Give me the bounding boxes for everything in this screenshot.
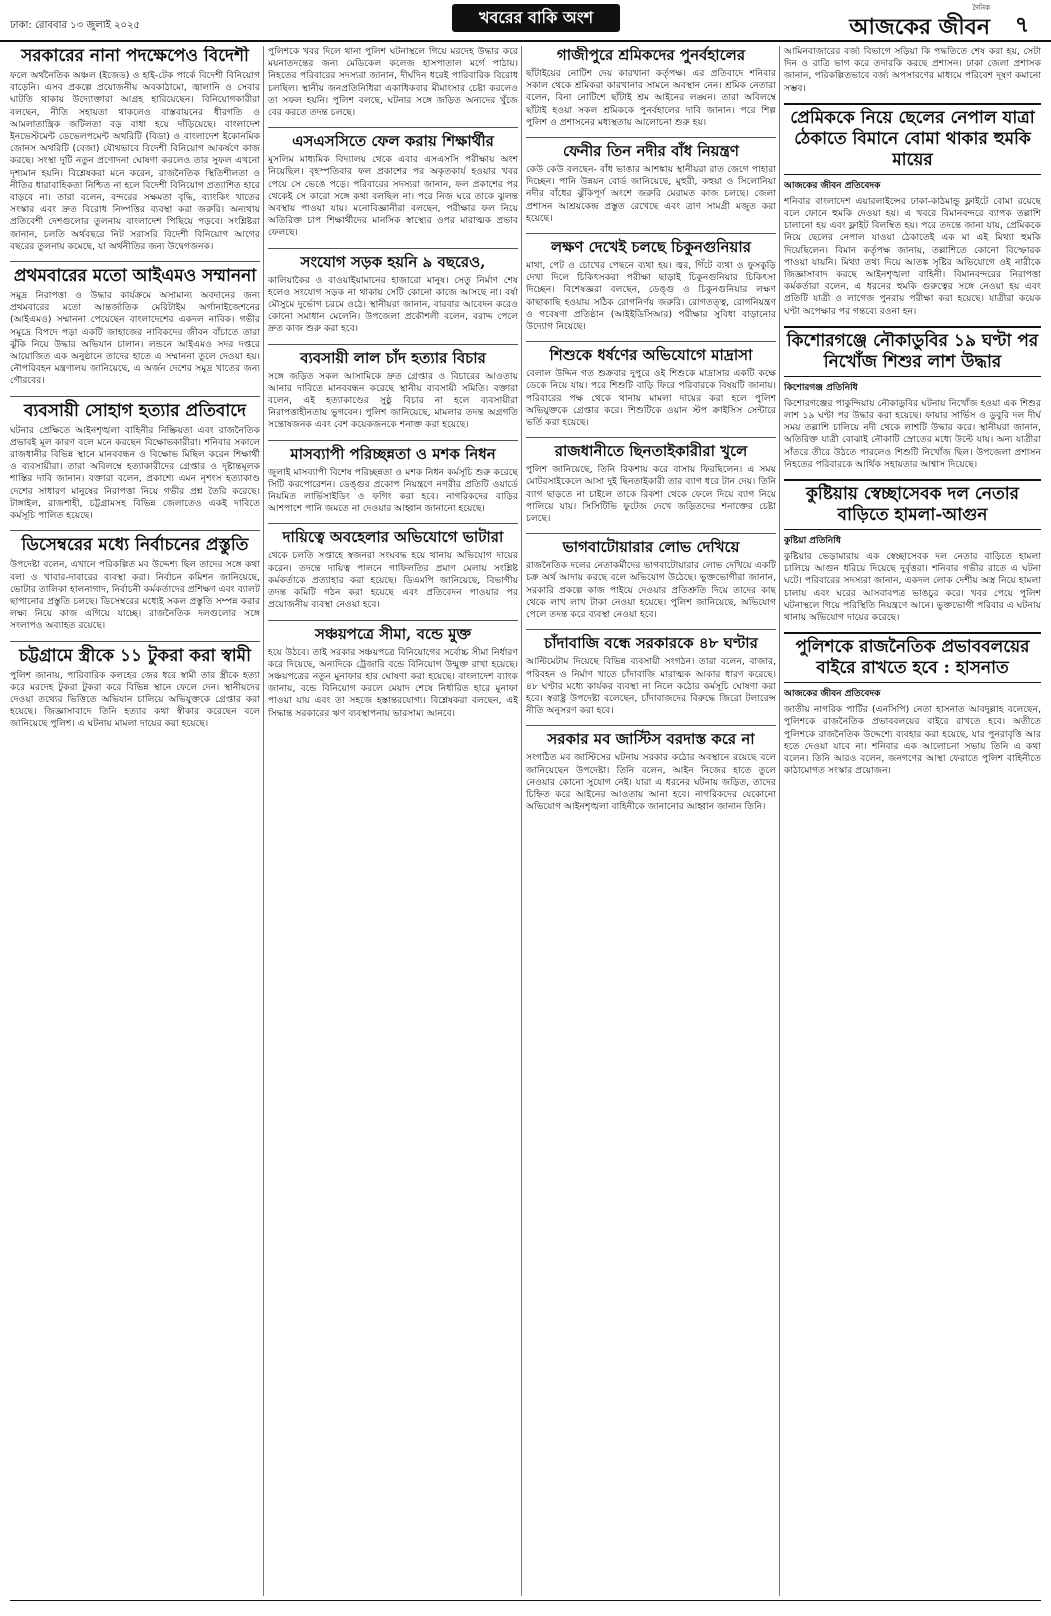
story-body: কিশোরগঞ্জের পাকুন্দিয়ায় নৌকাডুবির ঘটনায় নিখোঁজ হওয়া এক শিশুর লাশ ১৯ ঘণ্টা পর উদ্ধার করা হয়েছে। ফায়ার সার্ভিস ও ডুবুরি দল দীর্ঘ সময় তল্লাশি চালিয়ে নদী থেকে লাশটি উদ্ধার করে। স্থানীয়রা জানান, অতিরিক্ত যাত্রী বোঝাই নৌকাটি স্রোতের মধ্যে উল্টে যায়। অন্য যাত্রীরা সাঁতরে তীরে উঠতে পারলেও শিশুটি নিখোঁজ ছিল। উপজেলা প্রশাসন নিহতের পরিবারকে আর্থিক সহায়তার আশ্বাস দিয়েছে। (784, 397, 1041, 470)
story-savings-bond (268, 625, 518, 720)
headline: ভাগবাটোয়ারার লোভ দেখিয়ে (562, 538, 740, 557)
divider (268, 620, 518, 621)
story-body: মুসলিম মাধ্যমিক বিদ্যালয় থেকে এবার এসএসসি পরীক্ষায় অংশ নিয়েছিল। বৃহস্পতিবার ফল প্রকাশের পর অকৃতকার্য হওয়ার খবর পেয়ে সে ভেঙে পড়ে। পরিবারের সদস্যরা জানান, ফল প্রকাশের পর থেকেই সে কারো সঙ্গে কথা বলছিল না। পরে নিজ ঘরে তাকে ঝুলন্ত অবস্থায় পাওয়া যায়। মনোবিজ্ঞানীরা বলছেন, পরীক্ষার ফল নিয়ে অতিরিক্ত চাপ শিক্ষার্থীদের মানসিক স্বাস্থ্যের ওপর মারাত্মক প্রভাব ফেলছে। (268, 154, 518, 239)
brand-subtitle: দৈনিক (972, 4, 990, 12)
divider (526, 725, 776, 726)
headline: ফেনীর তিন নদীর বাঁধ নিয়ন্ত্রণ (563, 142, 739, 161)
story-body: বেলাল উদ্দিন গত শুক্রবার দুপুরে ওই শিশুকে মাদ্রাসার একটি কক্ষে ডেকে নিয়ে যায়। পরে শিশুটি বাড়ি ফিরে পরিবারকে বিষয়টি জানায়। পরিবারের পক্ষ থেকে থানায় মামলা দায়ের করা হলে পুলিশ অভিযুক্তকে গ্রেপ্তার করে। শিশুটিকে ওয়ান স্টপ ক্রাইসিস সেন্টারে ভর্তি করা হয়েছে। (526, 368, 776, 429)
story-police-politics (784, 632, 1041, 777)
story-body: কুষ্টিয়ার ভেড়ামারায় এক স্বেচ্ছাসেবক দল নেতার বাড়িতে হামলা চালিয়ে আগুন ধরিয়ে দিয়েছে দুর্বৃত্তরা। শনিবার গভীর রাতে এ ঘটনা ঘটে। পরিবারের সদস্যরা জানান, একদল লোক দেশীয় অস্ত্র নিয়ে হামলা চালায় এবং ঘরের আসবাবপত্র ভাঙচুর করে। খবর পেয়ে পুলিশ ঘটনাস্থলে গিয়ে পরিস্থিতি নিয়ন্ত্রণে আনে। ভুক্তভোগী পরিবার এ ঘটনায় থানায় অভিযোগ দায়ের করেছে। (784, 551, 1041, 624)
headline: চাঁদাবাজি বন্ধে সরকারকে ৪৮ ঘণ্টার (544, 634, 758, 653)
story-bhatara (268, 528, 518, 611)
footer-rule (10, 1600, 1041, 1601)
headline: লক্ষণ দেখেই চলছে চিকুনগুনিয়ার (551, 238, 751, 257)
story-share-lure (526, 538, 776, 621)
story-body: পুলিশ জানায়, পারিবারিক কলহের জের ধরে স্বামী তার স্ত্রীকে হত্যা করে মরদেহ টুকরা টুকরা করে বিভিন্ন স্থানে ফেলে দেন। স্থানীয়দের দেওয়া তথ্যের ভিত্তিতে অভিযান চালিয়ে অভিযুক্তকে গ্রেপ্তার করা হয়েছে। জিজ্ঞাসাবাদে তিনি হত্যার কথা স্বীকার করেছেন বলে জানিয়েছে পুলিশ। এ ঘটনায় মামলা দায়ের করা হয়েছে। (10, 669, 260, 730)
story-body: ছাঁটাইয়ের নোটিশ দেয় কারখানা কর্তৃপক্ষ। এর প্রতিবাদে শনিবার সকাল থেকে শ্রমিকরা কারখানার সামনে অবস্থান নেন। শ্রমিক নেতারা বলেন, বিনা নোটিশে ছাঁটাই শ্রম আইনের লঙ্ঘন। তারা অবিলম্বে ছাঁটাই হওয়া সকল শ্রমিককে পুনর্বহালের দাবি জানান। পরে শিল্প পুলিশ ও প্রশাসনের মধ্যস্থতায় আলোচনা শুরু হয়। (526, 68, 776, 128)
story-kishoreganj-boat (784, 326, 1041, 471)
divider (10, 396, 260, 397)
headline: পুলিশকে রাজনৈতিক প্রভাববলয়ের বাইরে রাখতে হবে : হাসনাত (784, 632, 1041, 683)
story-body: আল্টিমেটাম দিয়েছে বিভিন্ন ব্যবসায়ী সংগঠন। তারা বলেন, বাজার, পরিবহন ও নির্মাণ খাতে চাঁদাবাজি মারাত্মক আকার ধারণ করেছে। ৪৮ ঘণ্টার মধ্যে কার্যকর ব্যবস্থা না নিলে কঠোর কর্মসূচি ঘোষণা করা হবে। স্বরাষ্ট্র উপদেষ্টা বলেছেন, চাঁদাবাজদের বিরুদ্ধে জিরো টলারেন্স নীতি অনুসরণ করা হবে। (526, 656, 776, 717)
story-lal-chand (268, 349, 518, 432)
issue-date: ঢাকা: রোববার ১৩ জুলাই ২০২৫ (10, 20, 141, 31)
story-body: জাতীয় নাগরিক পার্টির (এনসিপি) নেতা হাসনাত আবদুল্লাহ বলেছেন, পুলিশকে রাজনৈতিক প্রভাববলয়ের বাইরে রাখতে হবে। অতীতে পুলিশকে রাজনৈতিক উদ্দেশ্যে ব্যবহার করা হয়েছে, যার পুনরাবৃত্তি আর হতে দেওয়া যাবে না। শনিবার এক আলোচনা সভায় তিনি এ কথা বলেন। তিনি আরও বলেন, জনগণের আস্থা ফেরাতে পুলিশ বাহিনীতে কাঠামোগত সংস্কার প্রয়োজন। (784, 704, 1041, 777)
story-election-prep (10, 535, 260, 632)
column-1 (10, 46, 260, 1596)
divider (10, 261, 260, 262)
byline: কুষ্টিয়া প্রতিনিধি (784, 536, 841, 547)
divider (268, 440, 518, 441)
headline: দায়িত্বে অবহেলার অভিযোগে ভাটারা (282, 528, 504, 547)
story-body: উপদেষ্টা বলেন, এখানে পরিকল্পিত মব উদ্দেশ্য ছিল তাদের সঙ্গে কথা বলা ও খাবার-দাবারের ব্যবস্থা করা। নির্বাচন কমিশন জানিয়েছে, ভোটার তালিকা হালনাগাদ, নির্বাচনী কর্মকর্তাদের প্রশিক্ষণ এবং ব্যালট ছাপানোর প্রস্তুতি চলছে। ডিসেম্বরের মধ্যেই সকল প্রস্তুতি সম্পন্ন করার লক্ষ্য নিয়ে কাজ এগিয়ে যাচ্ছে। রাজনৈতিক দলগুলোর সঙ্গে সংলাপও অব্যাহত রয়েছে। (10, 559, 260, 632)
divider (526, 437, 776, 438)
headline: ব্যবসায়ী লাল চাঁদ হত্যার বিচার (300, 348, 486, 367)
divider (268, 523, 518, 524)
story-body: থেকে চলতি সপ্তাহে স্বজনরা সংঘবদ্ধ হয়ে থানায় অভিযোগ দায়ের করেন। তদন্তে দায়িত্ব পালনে গাফিলতির প্রমাণ মেলায় সংশ্লিষ্ট কর্মকর্তাকে প্রত্যাহার করা হয়েছে। ডিএমপি জানিয়েছে, বিভাগীয় তদন্ত কমিটি গঠন করা হয়েছে এবং প্রতিবেদন পাওয়ার পর প্রয়োজনীয় ব্যবস্থা নেওয়া হবে। (268, 550, 518, 611)
newspaper-logo (840, 2, 990, 40)
story-body: রাজনৈতিক দলের নেতাকর্মীদের ভাগবাটোয়ারার লোভ দেখিয়ে একটি চক্র অর্থ আদায় করছে বলে অভিযোগ উঠেছে। ভুক্তভোগীরা জানান, সরকারি প্রকল্পে কাজ পাইয়ে দেওয়ার প্রতিশ্রুতি দিয়ে তাদের কাছ থেকে লাখ লাখ টাকা নেওয়া হয়েছে। পুলিশ জানিয়েছে, অভিযোগ পেলে তদন্ত করে ব্যবস্থা নেওয়া হবে। (526, 560, 776, 621)
column-4 (784, 46, 1041, 1596)
story-body: সঙ্গে জড়িত সকল আসামিকে দ্রুত গ্রেপ্তার ও বিচারের আওতায় আনার দাবিতে মানববন্ধন করেছে স্থানীয় ব্যবসায়ী সমিতি। বক্তারা বলেন, এই হত্যাকাণ্ডের সুষ্ঠু বিচার না হলে ব্যবসায়ীরা নিরাপত্তাহীনতায় ভুগবেন। পুলিশ জানিয়েছে, মামলার তদন্ত অগ্রগতি সন্তোষজনক এবং বেশ কয়েকজনকে শনাক্ত করা হয়েছে। (268, 370, 518, 431)
section-banner: খবরের বাকি অংশ (452, 4, 620, 32)
story-body: হয়ে উঠবে। তাই সরকার সঞ্চয়পত্রে বিনিয়োগের সর্বোচ্চ সীমা নির্ধারণ করে দিয়েছে, অন্যদিকে ট্রেজারি বন্ডে বিনিয়োগ উন্মুক্ত রাখা হয়েছে। সঞ্চয়পত্রের নতুন মুনাফার হার ঘোষণা করা হয়েছে। বাংলাদেশ ব্যাংক জানায়, বন্ডে বিনিয়োগ করলে মেয়াদ শেষে নির্ধারিত হারে মুনাফা পাওয়া যায় এবং তা সহজে হস্তান্তরযোগ্য। বিশ্লেষকরা বলছেন, এই সিদ্ধান্ত সরকারের ঋণ ব্যবস্থাপনায় ভারসাম্য আনবে। (268, 646, 518, 719)
story-connecting-road (268, 253, 518, 336)
headline: সরকার মব জাস্টিস বরদাস্ত করে না (547, 730, 755, 749)
headline: গাজীপুরে শ্রমিকদের পুনর্বহালের (556, 46, 746, 64)
headline: প্রেমিককে নিয়ে ছেলের নেপাল যাত্রা ঠেকাতে বিমানে বোমা থাকার হুমকি মায়ের (784, 103, 1041, 175)
byline: কিশোরগঞ্জ প্রতিনিধি (784, 382, 858, 393)
divider (268, 344, 518, 345)
story-body: শনিবার বাংলাদেশ এয়ারলাইন্সের ঢাকা-কাঠমান্ডু ফ্লাইটে বোমা রয়েছে বলে ফোনে হুমকি দেওয়া হয়। এ খবরে বিমানবন্দরে ব্যাপক তল্লাশি চালানো হয় এবং ফ্লাইট বিলম্বিত হয়। পরে তদন্তে জানা যায়, প্রেমিককে নিয়ে ছেলের নেপাল যাওয়া ঠেকাতেই এক মা এই মিথ্যা হুমকি দিয়েছিলেন। বিমান কর্তৃপক্ষ জানায়, তল্লাশিতে কোনো বিস্ফোরক পাওয়া যায়নি। মিথ্যা তথ্য দিয়ে আতঙ্ক সৃষ্টির অভিযোগে ওই নারীকে জিজ্ঞাসাবাদ করছে আইনশৃঙ্খলা বাহিনী। বিমানবন্দরের নিরাপত্তা কর্মকর্তারা বলেন, এ ধরনের হুমকি গুরুত্বের সঙ্গে নেওয়া হয় এবং প্রতিটি যাত্রী ও লাগেজ পুনরায় পরীক্ষা করা হয়েছে। যাত্রীরা কয়েক ঘণ্টা অপেক্ষার পর গন্তব্যে রওনা হন। (784, 195, 1041, 317)
story-chikungunya (526, 238, 776, 333)
divider (526, 341, 776, 342)
divider (526, 233, 776, 234)
headline: সংযোগ সড়ক হয়নি ৯ বছরেও, (300, 252, 486, 271)
story-continuation (784, 46, 1041, 95)
story-ssc-student (268, 132, 518, 239)
divider (526, 533, 776, 534)
story-body: পুলিশকে খবর দিলে থানা পুলিশ ঘটনাস্থলে গিয়ে মরদেহ উদ্ধার করে ময়নাতদন্তের জন্য মেডিকেল কলেজ হাসপাতাল মর্গে পাঠায়। নিহতের পরিবারের সদস্যরা জানান, দীর্ঘদিন ধরেই পারিবারিক বিরোধ চলছিল। স্থানীয় জনপ্রতিনিধিরা একাধিকবার মীমাংসার চেষ্টা করলেও তা সফল হয়নি। পুলিশ বলছে, ঘটনার সঙ্গে জড়িত অন্যদের খুঁজে বের করতে তদন্ত চলছে। (268, 46, 518, 119)
divider (10, 641, 260, 642)
byline: আজকের জীবন প্রতিবেদক (784, 180, 881, 191)
divider (526, 137, 776, 138)
story-extortion (526, 634, 776, 717)
headline: শিশুকে ধর্ষণের অভিযোগে মাদ্রাসা (549, 346, 753, 365)
story-foreign-investment (10, 46, 260, 253)
byline: আজকের জীবন প্রতিবেদক (784, 689, 881, 700)
headline: সঞ্চয়পত্রে সীমা, বন্ডে মুক্ত (314, 624, 472, 643)
headline: কুষ্টিয়ায় স্বেচ্ছাসেবক দল নেতার বাড়িতে হামলা-আগুন (784, 479, 1041, 530)
story-cleanliness (268, 445, 518, 516)
story-body: ঘটনার প্রেক্ষিতে আইনশৃঙ্খলা বাহিনীর নিষ্ক্রিয়তা এবং রাজনৈতিক প্রভাবই মূল কারণ বলে মনে করছেন বিক্ষোভকারীরা। শনিবার সকালে রাজধানীর বিভিন্ন স্থানে মানববন্ধন ও বিক্ষোভ মিছিল করেন শিক্ষার্থী ও ব্যবসায়ীরা। তারা অবিলম্বে হত্যাকারীদের গ্রেপ্তার ও দৃষ্টান্তমূলক শাস্তির দাবি জানান। বক্তারা বলেন, প্রকাশ্যে এমন নৃশংস হত্যাকাণ্ড দেশের সাধারণ মানুষের নিরাপত্তা নিয়ে গভীর প্রশ্ন তৈরি করেছে। টাঙ্গাইল, রাজশাহী, চট্টগ্রামসহ বিভিন্ন জেলাতেও একই দাবিতে কর্মসূচি পালিত হয়েছে। (10, 424, 260, 522)
headline: প্রথমবারের মতো আইএমও সম্মাননা (13, 266, 257, 287)
story-sohag-protest (10, 401, 260, 523)
story-continuation (268, 46, 518, 119)
divider (268, 248, 518, 249)
story-mob-justice (526, 730, 776, 813)
story-bomb-hoax (784, 103, 1041, 318)
headline: ব্যবসায়ী সোহাগ হত্যার প্রতিবাদে (23, 400, 247, 421)
column-divider (263, 46, 264, 1596)
brand-name: আজকের জীবন (849, 14, 990, 40)
story-kushtia-attack (784, 479, 1041, 624)
divider (526, 629, 776, 630)
column-divider (521, 46, 522, 1596)
column-divider (779, 46, 780, 1596)
story-body: পুলিশ জানিয়েছে, তিনি রিকশায় করে বাসায় ফিরছিলেন। এ সময় মোটরসাইকেলে আসা দুই ছিনতাইকারী তার ব্যাগ ধরে টান দেয়। তিনি ব্যাগ ছাড়তে না চাইলে তাকে রিকশা থেকে ফেলে দিয়ে ব্যাগ নিয়ে পালিয়ে যায়। সিসিটিভি ফুটেজ দেখে জড়িতদের শনাক্তের চেষ্টা চলছে। (526, 464, 776, 525)
story-body: সমুদ্র নিরাপত্তা ও উদ্ধার কার্যক্রমে অসামান্য অবদানের জন্য প্রথমবারের মতো আন্তর্জাতিক মেরিটাইম অর্গানাইজেশনের (আইএমও) সম্মাননা পেয়েছেন বাংলাদেশের একদল নাবিক। গভীর সমুদ্রে বিপদে পড়া একটি জাহাজের নাবিকদের জীবন বাঁচাতে তারা ঝুঁকি নিয়ে উদ্ধার অভিযান চালান। লন্ডনে আইএমও সদর দপ্তরে আয়োজিত এক অনুষ্ঠানে তাদের হাতে এ সম্মাননা তুলে দেওয়া হয়। নৌপরিবহন মন্ত্রণালয় জানিয়েছে, এ অর্জন দেশের সমুদ্র খাতের জন্য গৌরবের। (10, 290, 260, 387)
story-body: কালিয়াকৈর ও বাওয়াইয়ামানের হাজারো মানুষ। সেতু নির্মাণ শেষ হলেও সংযোগ সড়ক না থাকায় সেটি কোনো কাজে আসছে না। বর্ষা মৌসুমে দুর্ভোগ চরমে ওঠে। স্থানীয়রা জানান, বারবার আবেদন করেও কোনো সমাধান মেলেনি। উপজেলা প্রকৌশলী বলেন, বরাদ্দ পেলে দ্রুত কাজ শুরু করা হবে। (268, 274, 518, 335)
story-madrasa (526, 346, 776, 429)
story-body: ফলে অর্থনৈতিক অঞ্চল (ইজেড) ও হাই-টেক পার্কে বিদেশী বিনিয়োগ বাড়েনি। এসব প্রকল্পে প্রয়োজনীয় অবকাঠামো, জ্বালানি ও সেবার ঘাটতি থাকায় উদ্যোক্তারা আগ্রহ হারিয়েছেন। বিনিয়োগকারীরা বলছেন, নীতি সহায়তা থাকলেও বাস্তবায়নের ধীরগতি ও আমলাতান্ত্রিক জটিলতা বড় বাধা হয়ে দাঁড়িয়েছে। বাংলাদেশ ইনভেস্টমেন্ট ডেভেলপমেন্ট অথরিটি (বিডা) ও বাংলাদেশ ইকোনমিক জোনস অথরিটি (বেজা) যৌথভাবে বিদেশী বিনিয়োগ আকর্ষণে কাজ করছে। সংস্থা দুটি নতুন প্রণোদনা ঘোষণা করলেও তার সুফল এখনো দৃশ্যমান হয়নি। বিশ্লেষকরা মনে করেন, রাজনৈতিক স্থিতিশীলতা ও নীতির ধারাবাহিকতা নিশ্চিত না হলে বিদেশী বিনিয়োগ প্রত্যাশিত হারে বাড়বে না। তারা বলেন, বন্দরের সক্ষমতা বৃদ্ধি, ব্যাংকিং খাতের সংস্কার এবং দ্রুত বিরোধ নিষ্পত্তির ব্যবস্থা করা জরুরি। অন্যথায় প্রতিবেশী দেশগুলোর তুলনায় বাংলাদেশ পিছিয়ে পড়বে। সংশ্লিষ্টরা জানান, চলতি অর্থবছরে নিট সরাসরি বিদেশী বিনিয়োগ আগের বছরের তুলনায় কমেছে, যা অর্থনীতির জন্য উদ্বেগজনক। (10, 70, 260, 252)
page-number: ৭ (1014, 13, 1030, 38)
masthead (0, 0, 1051, 42)
headline: চট্টগ্রামে স্ত্রীকে ১১ টুকরা করা স্বামী (19, 645, 251, 666)
story-body: সংগঠিত মব জাস্টিসের ঘটনায় সরকার কঠোর অবস্থানে রয়েছে বলে জানিয়েছেন উপদেষ্টা। তিনি বলেন, আইন নিজের হাতে তুলে নেওয়ার কোনো সুযোগ নেই। যারা এ ধরনের ঘটনায় জড়িত, তাদের চিহ্নিত করে আইনের আওতায় আনা হবে। নাগরিকদের যেকোনো অভিযোগ আইনশৃঙ্খলা বাহিনীকে জানানোর আহ্বান জানান তিনি। (526, 752, 776, 813)
headline: মাসব্যাপী পরিচ্ছন্নতা ও মশক নিধন (290, 444, 496, 463)
story-body: মাথা, পেট ও চোখের পেছনে ব্যথা হয়। জ্বর, গিঁটে ব্যথা ও ফুসকুড়ি দেখা দিলে চিকিৎসকরা পরীক্ষা ছাড়াই চিকুনগুনিয়ার চিকিৎসা দিচ্ছেন। বিশেষজ্ঞরা বলছেন, ডেঙ্গু ও চিকুনগুনিয়ার লক্ষণ কাছাকাছি হওয়ায় সঠিক রোগনির্ণয় জরুরি। রোগতত্ত্ব, রোগনিয়ন্ত্রণ ও গবেষণা প্রতিষ্ঠান (আইইডিসিআর) পরীক্ষার সুবিধা বাড়ানোর উদ্যোগ নিয়েছে। (526, 260, 776, 333)
story-body: জুলাই মাসব্যাপী বিশেষ পরিচ্ছন্নতা ও মশক নিধন কর্মসূচি শুরু করেছে সিটি করপোরেশন। ডেঙ্গুর প্রকোপ নিয়ন্ত্রণে নগরীর প্রতিটি ওয়ার্ডে নিয়মিত লার্ভিসাইডিং ও ফগিং করা হবে। নাগরিকদের বাড়ির আশপাশে পানি জমতে না দেওয়ার আহ্বান জানানো হয়েছে। (268, 466, 518, 515)
divider (268, 127, 518, 128)
headline: কিশোরগঞ্জে নৌকাডুবির ১৯ ঘণ্টা পর নিখোঁজ শিশুর লাশ উদ্ধার (784, 326, 1041, 377)
story-body: আমিনবাজারের বর্জ্য বিভাগে সড়িয়া কি পদ্ধতিতে শেষ করা হয়, সেটা দিন ও রাত্রি ভাগ করে তদারকি করছে প্রশাসন। ঢাকা জেলা প্রশাসক জানান, পরিকল্পিতভাবে বর্জ্য অপসারণের মাধ্যমে পরিবেশ দূষণ কমানো সম্ভব। (784, 46, 1041, 94)
column-2 (268, 46, 518, 1596)
headline: এসএসসিতে ফেল করায় শিক্ষার্থীর (292, 132, 494, 151)
story-chattogram-murder (10, 646, 260, 731)
divider (10, 530, 260, 531)
column-3 (526, 46, 776, 1596)
story-gazipur-workers (526, 46, 776, 129)
story-snatchers (526, 442, 776, 525)
story-imo-award (10, 266, 260, 388)
headline: ডিসেম্বরের মধ্যে নির্বাচনের প্রস্তুতি (21, 535, 249, 556)
story-body: কেউ কেউ বলছেন- বাঁধ ভাঙার আশঙ্কায় স্থানীয়রা রাত জেগে পাহারা দিচ্ছেন। পানি উন্নয়ন বোর্ড জানিয়েছে, মুহুরী, কহুয়া ও সিলোনিয়া নদীর বাঁধের ঝুঁকিপূর্ণ অংশে জরুরি মেরামত কাজ চলছে। জেলা প্রশাসন আশ্রয়কেন্দ্র প্রস্তুত রেখেছে এবং ত্রাণ সামগ্রী মজুত করা হয়েছে। (526, 164, 776, 224)
story-feni-dam (526, 142, 776, 225)
headline: সরকারের নানা পদক্ষেপেও বিদেশী (21, 46, 249, 66)
headline: রাজধানীতে ছিনতাইকারীরা খুলে (554, 442, 748, 461)
